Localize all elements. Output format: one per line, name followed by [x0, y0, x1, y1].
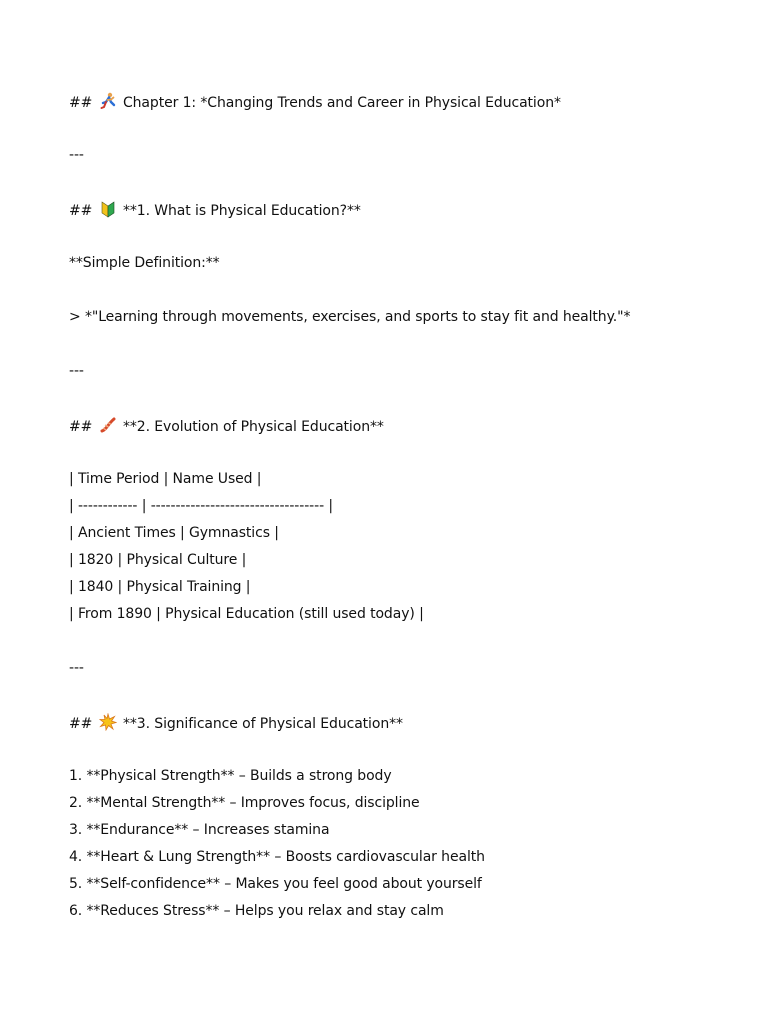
- horizontal-rule: ---: [69, 147, 84, 163]
- table-row: | Ancient Times | Gymnastics |: [69, 525, 279, 541]
- horizontal-rule: ---: [69, 363, 84, 379]
- collision-sparkle-icon: [99, 713, 117, 731]
- heading-marker: ##: [69, 203, 93, 219]
- list-item: 3. **Endurance** – Increases stamina: [69, 822, 330, 838]
- list-item: 5. **Self-confidence** – Makes you feel good about yourself: [69, 876, 482, 892]
- simple-definition-label: **Simple Definition:**: [69, 255, 220, 271]
- section-3-heading-text: **3. Significance of Physical Education**: [122, 716, 403, 732]
- list-item: 2. **Mental Strength** – Improves focus, discipline: [69, 795, 420, 811]
- chapter-heading-text: Chapter 1: *Changing Trends and Career in Physical Education*: [122, 95, 561, 111]
- section-2-heading: [69, 416, 384, 436]
- chapter-heading: [69, 92, 561, 112]
- table-separator-row: | ------------ | ----------------------------------- |: [69, 498, 333, 514]
- heading-marker: ##: [69, 95, 93, 111]
- section-2-heading-text: **2. Evolution of Physical Education**: [122, 419, 384, 435]
- list-item: 6. **Reduces Stress** – Helps you relax and stay calm: [69, 903, 444, 919]
- heading-marker: ##: [69, 716, 93, 732]
- table-header-row: | Time Period | Name Used |: [69, 471, 262, 487]
- section-3-heading: [69, 713, 403, 733]
- list-item: 4. **Heart & Lung Strength** – Boosts cardiovascular health: [69, 849, 485, 865]
- definition-quote: > *"Learning through movements, exercises, and sports to stay fit and healthy."*: [69, 309, 631, 325]
- heading-marker: ##: [69, 419, 93, 435]
- list-item: 1. **Physical Strength** – Builds a strong body: [69, 768, 392, 784]
- section-1-heading: [69, 200, 361, 220]
- beginner-symbol-icon: [99, 200, 117, 218]
- table-row: | 1840 | Physical Training |: [69, 579, 251, 595]
- section-1-heading-text: **1. What is Physical Education?**: [122, 203, 361, 219]
- horizontal-rule: ---: [69, 660, 84, 676]
- table-row: | From 1890 | Physical Education (still used today) |: [69, 606, 424, 622]
- running-person-icon: [99, 92, 117, 110]
- table-row: | 1820 | Physical Culture |: [69, 552, 247, 568]
- dna-icon: [99, 416, 117, 434]
